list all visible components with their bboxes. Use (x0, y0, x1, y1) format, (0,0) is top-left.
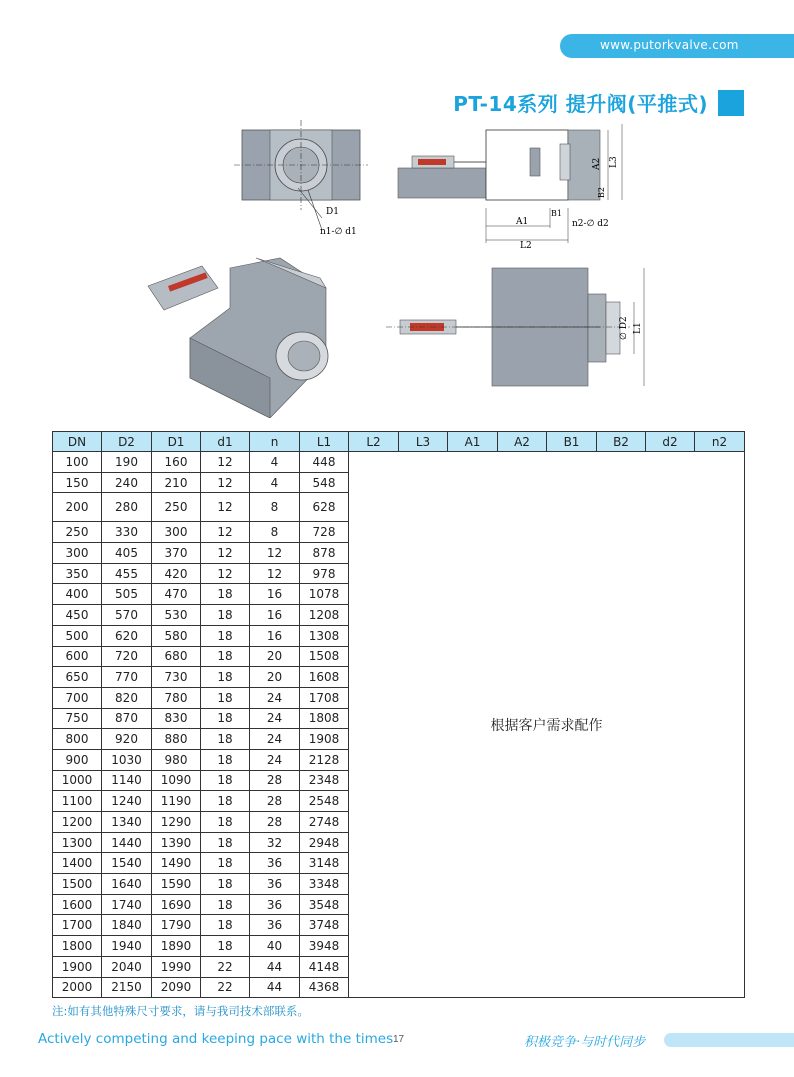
table-cell: 1840 (102, 915, 152, 936)
table-cell: 3148 (300, 853, 349, 874)
table-cell: 18 (201, 770, 250, 791)
table-cell: 1690 (152, 894, 201, 915)
table-cell: 820 (102, 687, 152, 708)
table-cell: 18 (201, 832, 250, 853)
table-cell: 405 (102, 543, 152, 564)
table-cell: 200 (53, 493, 102, 522)
table-cell: 680 (152, 646, 201, 667)
table-row (53, 452, 745, 473)
footer-slogan-en: Actively competing and keeping pace with the times (38, 1031, 394, 1047)
table-cell: 18 (201, 915, 250, 936)
table-cell: 28 (250, 791, 300, 812)
title-block (453, 88, 744, 117)
table-cell: 12 (201, 522, 250, 543)
table-cell: 20 (250, 646, 300, 667)
label-L2: L2 (520, 241, 532, 251)
table-cell: 1700 (53, 915, 102, 936)
table-cell: 240 (102, 472, 152, 493)
table-cell: 3748 (300, 915, 349, 936)
table-cell: 18 (201, 812, 250, 833)
table-cell: 880 (152, 729, 201, 750)
table-cell: 580 (152, 625, 201, 646)
table-cell: 36 (250, 915, 300, 936)
table-cell: 450 (53, 605, 102, 626)
label-A2: A2 (592, 157, 602, 170)
footnote: 注:如有其他特殊尺寸要求，请与我司技术部联系。 (52, 1004, 309, 1018)
table-cell: 830 (152, 708, 201, 729)
table-cell: 1100 (53, 791, 102, 812)
table-cell: 1308 (300, 625, 349, 646)
label-L1: L1 (633, 322, 643, 334)
table-cell: 500 (53, 625, 102, 646)
table-cell: 720 (102, 646, 152, 667)
table-cell: 650 (53, 667, 102, 688)
table-cell: 18 (201, 687, 250, 708)
table-cell: 18 (201, 853, 250, 874)
table-cell: 2548 (300, 791, 349, 812)
table-body (53, 452, 745, 998)
column-header: L2 (349, 432, 399, 452)
specification-table (52, 431, 745, 998)
table-cell: 548 (300, 472, 349, 493)
table-cell: 190 (102, 452, 152, 473)
column-header: DN (53, 432, 102, 452)
footer-slogan-cn: 积极竞争·与时代同步 (524, 1035, 646, 1050)
table-cell: 530 (152, 605, 201, 626)
table-cell: 2948 (300, 832, 349, 853)
table-cell: 2348 (300, 770, 349, 791)
table-cell: 1800 (53, 936, 102, 957)
footer-accent-bar (664, 1033, 794, 1047)
table-cell: 250 (152, 493, 201, 522)
table-cell: 900 (53, 749, 102, 770)
table-cell: 16 (250, 625, 300, 646)
label-B2: B2 (597, 187, 606, 198)
table-cell: 1190 (152, 791, 201, 812)
table-cell: 24 (250, 729, 300, 750)
table-cell: 920 (102, 729, 152, 750)
column-header: D1 (152, 432, 201, 452)
table-cell: 1708 (300, 687, 349, 708)
table-cell: 978 (300, 563, 349, 584)
label-n2d2: n2-∅ d2 (572, 219, 609, 229)
table-cell: 22 (201, 977, 250, 998)
website-banner (560, 34, 794, 58)
table-cell: 330 (102, 522, 152, 543)
table-cell: 18 (201, 646, 250, 667)
table-cell: 1500 (53, 874, 102, 895)
table-cell: 3948 (300, 936, 349, 957)
table-cell: 16 (250, 584, 300, 605)
table-cell: 36 (250, 894, 300, 915)
table-cell: 1490 (152, 853, 201, 874)
table-cell: 570 (102, 605, 152, 626)
table-cell: 12 (250, 543, 300, 564)
table-cell: 448 (300, 452, 349, 473)
front-view-drawing (234, 120, 368, 237)
page-title: PT-14系列 提升阀(平推式) (453, 92, 708, 116)
table-cell: 24 (250, 749, 300, 770)
table-cell: 22 (201, 956, 250, 977)
table-cell: 600 (53, 646, 102, 667)
table-cell: 18 (201, 708, 250, 729)
table-cell: 1208 (300, 605, 349, 626)
table-cell: 1000 (53, 770, 102, 791)
table-cell: 730 (152, 667, 201, 688)
table-cell: 628 (300, 493, 349, 522)
table-cell: 1340 (102, 812, 152, 833)
table-cell: 1608 (300, 667, 349, 688)
table-cell: 300 (53, 543, 102, 564)
table-cell: 2040 (102, 956, 152, 977)
table-cell: 18 (201, 729, 250, 750)
table-cell: 870 (102, 708, 152, 729)
table-cell: 36 (250, 874, 300, 895)
table-cell: 4368 (300, 977, 349, 998)
table-cell: 18 (201, 749, 250, 770)
table-cell: 8 (250, 493, 300, 522)
label-D2: ∅ D2 (619, 316, 629, 340)
table-cell: 2748 (300, 812, 349, 833)
table-cell: 770 (102, 667, 152, 688)
table-cell: 980 (152, 749, 201, 770)
table-cell: 1440 (102, 832, 152, 853)
table-cell: 210 (152, 472, 201, 493)
table-cell: 2000 (53, 977, 102, 998)
table-cell: 1400 (53, 853, 102, 874)
table-cell: 1300 (53, 832, 102, 853)
table-cell: 1078 (300, 584, 349, 605)
table-cell: 3548 (300, 894, 349, 915)
table-cell: 12 (201, 493, 250, 522)
label-n1d1: n1-∅ d1 (320, 227, 357, 237)
table-cell: 700 (53, 687, 102, 708)
table-cell: 1390 (152, 832, 201, 853)
label-A1: A1 (516, 217, 529, 227)
table-cell: 32 (250, 832, 300, 853)
table-cell: 1900 (53, 956, 102, 977)
table-cell: 300 (152, 522, 201, 543)
table-header-row (53, 432, 745, 452)
table-cell: 1990 (152, 956, 201, 977)
column-header: A1 (448, 432, 498, 452)
custom-order-note-cell: 根据客户需求配作 (349, 452, 745, 998)
table-cell: 18 (201, 584, 250, 605)
table-cell: 1940 (102, 936, 152, 957)
table-cell: 4148 (300, 956, 349, 977)
table-cell: 750 (53, 708, 102, 729)
table-cell: 24 (250, 687, 300, 708)
table-cell: 1540 (102, 853, 152, 874)
table-cell: 400 (53, 584, 102, 605)
table-cell: 1908 (300, 729, 349, 750)
table-cell: 40 (250, 936, 300, 957)
column-header: D2 (102, 432, 152, 452)
table-cell: 370 (152, 543, 201, 564)
table-cell: 728 (300, 522, 349, 543)
table-cell: 250 (53, 522, 102, 543)
table-cell: 420 (152, 563, 201, 584)
column-header: B1 (547, 432, 597, 452)
table-cell: 150 (53, 472, 102, 493)
table-cell: 1808 (300, 708, 349, 729)
top-view-drawing (386, 268, 644, 386)
column-header: L1 (300, 432, 349, 452)
table-cell: 1508 (300, 646, 349, 667)
website-url[interactable]: www.putorkvalve.com (600, 38, 739, 52)
label-L3: L3 (609, 156, 619, 168)
table-cell: 620 (102, 625, 152, 646)
table-cell: 800 (53, 729, 102, 750)
table-cell: 1200 (53, 812, 102, 833)
column-header: n2 (695, 432, 745, 452)
title-accent-square (718, 90, 744, 116)
table-cell: 18 (201, 625, 250, 646)
table-cell: 505 (102, 584, 152, 605)
table-cell: 1140 (102, 770, 152, 791)
column-header: n (250, 432, 300, 452)
table-cell: 280 (102, 493, 152, 522)
page-number: 17 (393, 1034, 405, 1045)
column-header: d1 (201, 432, 250, 452)
table-cell: 36 (250, 853, 300, 874)
table-cell: 18 (201, 874, 250, 895)
label-D1: D1 (326, 207, 339, 217)
isometric-view-drawing (148, 258, 328, 418)
table-cell: 2128 (300, 749, 349, 770)
table-cell: 44 (250, 977, 300, 998)
column-header: B2 (597, 432, 646, 452)
table-cell: 160 (152, 452, 201, 473)
table-cell: 16 (250, 605, 300, 626)
label-B1: B1 (551, 209, 562, 218)
column-header: A2 (498, 432, 547, 452)
table-cell: 2150 (102, 977, 152, 998)
table-cell: 18 (201, 936, 250, 957)
table-cell: 18 (201, 605, 250, 626)
table-cell: 18 (201, 667, 250, 688)
table-cell: 4 (250, 472, 300, 493)
table-cell: 1600 (53, 894, 102, 915)
table-cell: 12 (201, 563, 250, 584)
table-cell: 100 (53, 452, 102, 473)
table-cell: 12 (201, 452, 250, 473)
table-cell: 1740 (102, 894, 152, 915)
table-cell: 8 (250, 522, 300, 543)
table-cell: 470 (152, 584, 201, 605)
table-cell: 350 (53, 563, 102, 584)
table-cell: 3348 (300, 874, 349, 895)
table-cell: 18 (201, 894, 250, 915)
table-cell: 12 (201, 543, 250, 564)
table-cell: 878 (300, 543, 349, 564)
table-cell: 1290 (152, 812, 201, 833)
valve-technical-drawings (130, 118, 670, 418)
table-cell: 1790 (152, 915, 201, 936)
table-cell: 1030 (102, 749, 152, 770)
table-cell: 12 (201, 472, 250, 493)
table-cell: 1640 (102, 874, 152, 895)
table-cell: 18 (201, 791, 250, 812)
table-cell: 20 (250, 667, 300, 688)
column-header: L3 (399, 432, 448, 452)
column-header: d2 (646, 432, 695, 452)
table-cell: 780 (152, 687, 201, 708)
table-cell: 24 (250, 708, 300, 729)
table-cell: 1090 (152, 770, 201, 791)
table-cell: 12 (250, 563, 300, 584)
table-cell: 1890 (152, 936, 201, 957)
table-cell: 1240 (102, 791, 152, 812)
table-cell: 2090 (152, 977, 201, 998)
table-cell: 28 (250, 770, 300, 791)
table-cell: 455 (102, 563, 152, 584)
table-cell: 44 (250, 956, 300, 977)
side-view-drawing (398, 124, 622, 251)
table-cell: 1590 (152, 874, 201, 895)
table-cell: 4 (250, 452, 300, 473)
table-cell: 28 (250, 812, 300, 833)
